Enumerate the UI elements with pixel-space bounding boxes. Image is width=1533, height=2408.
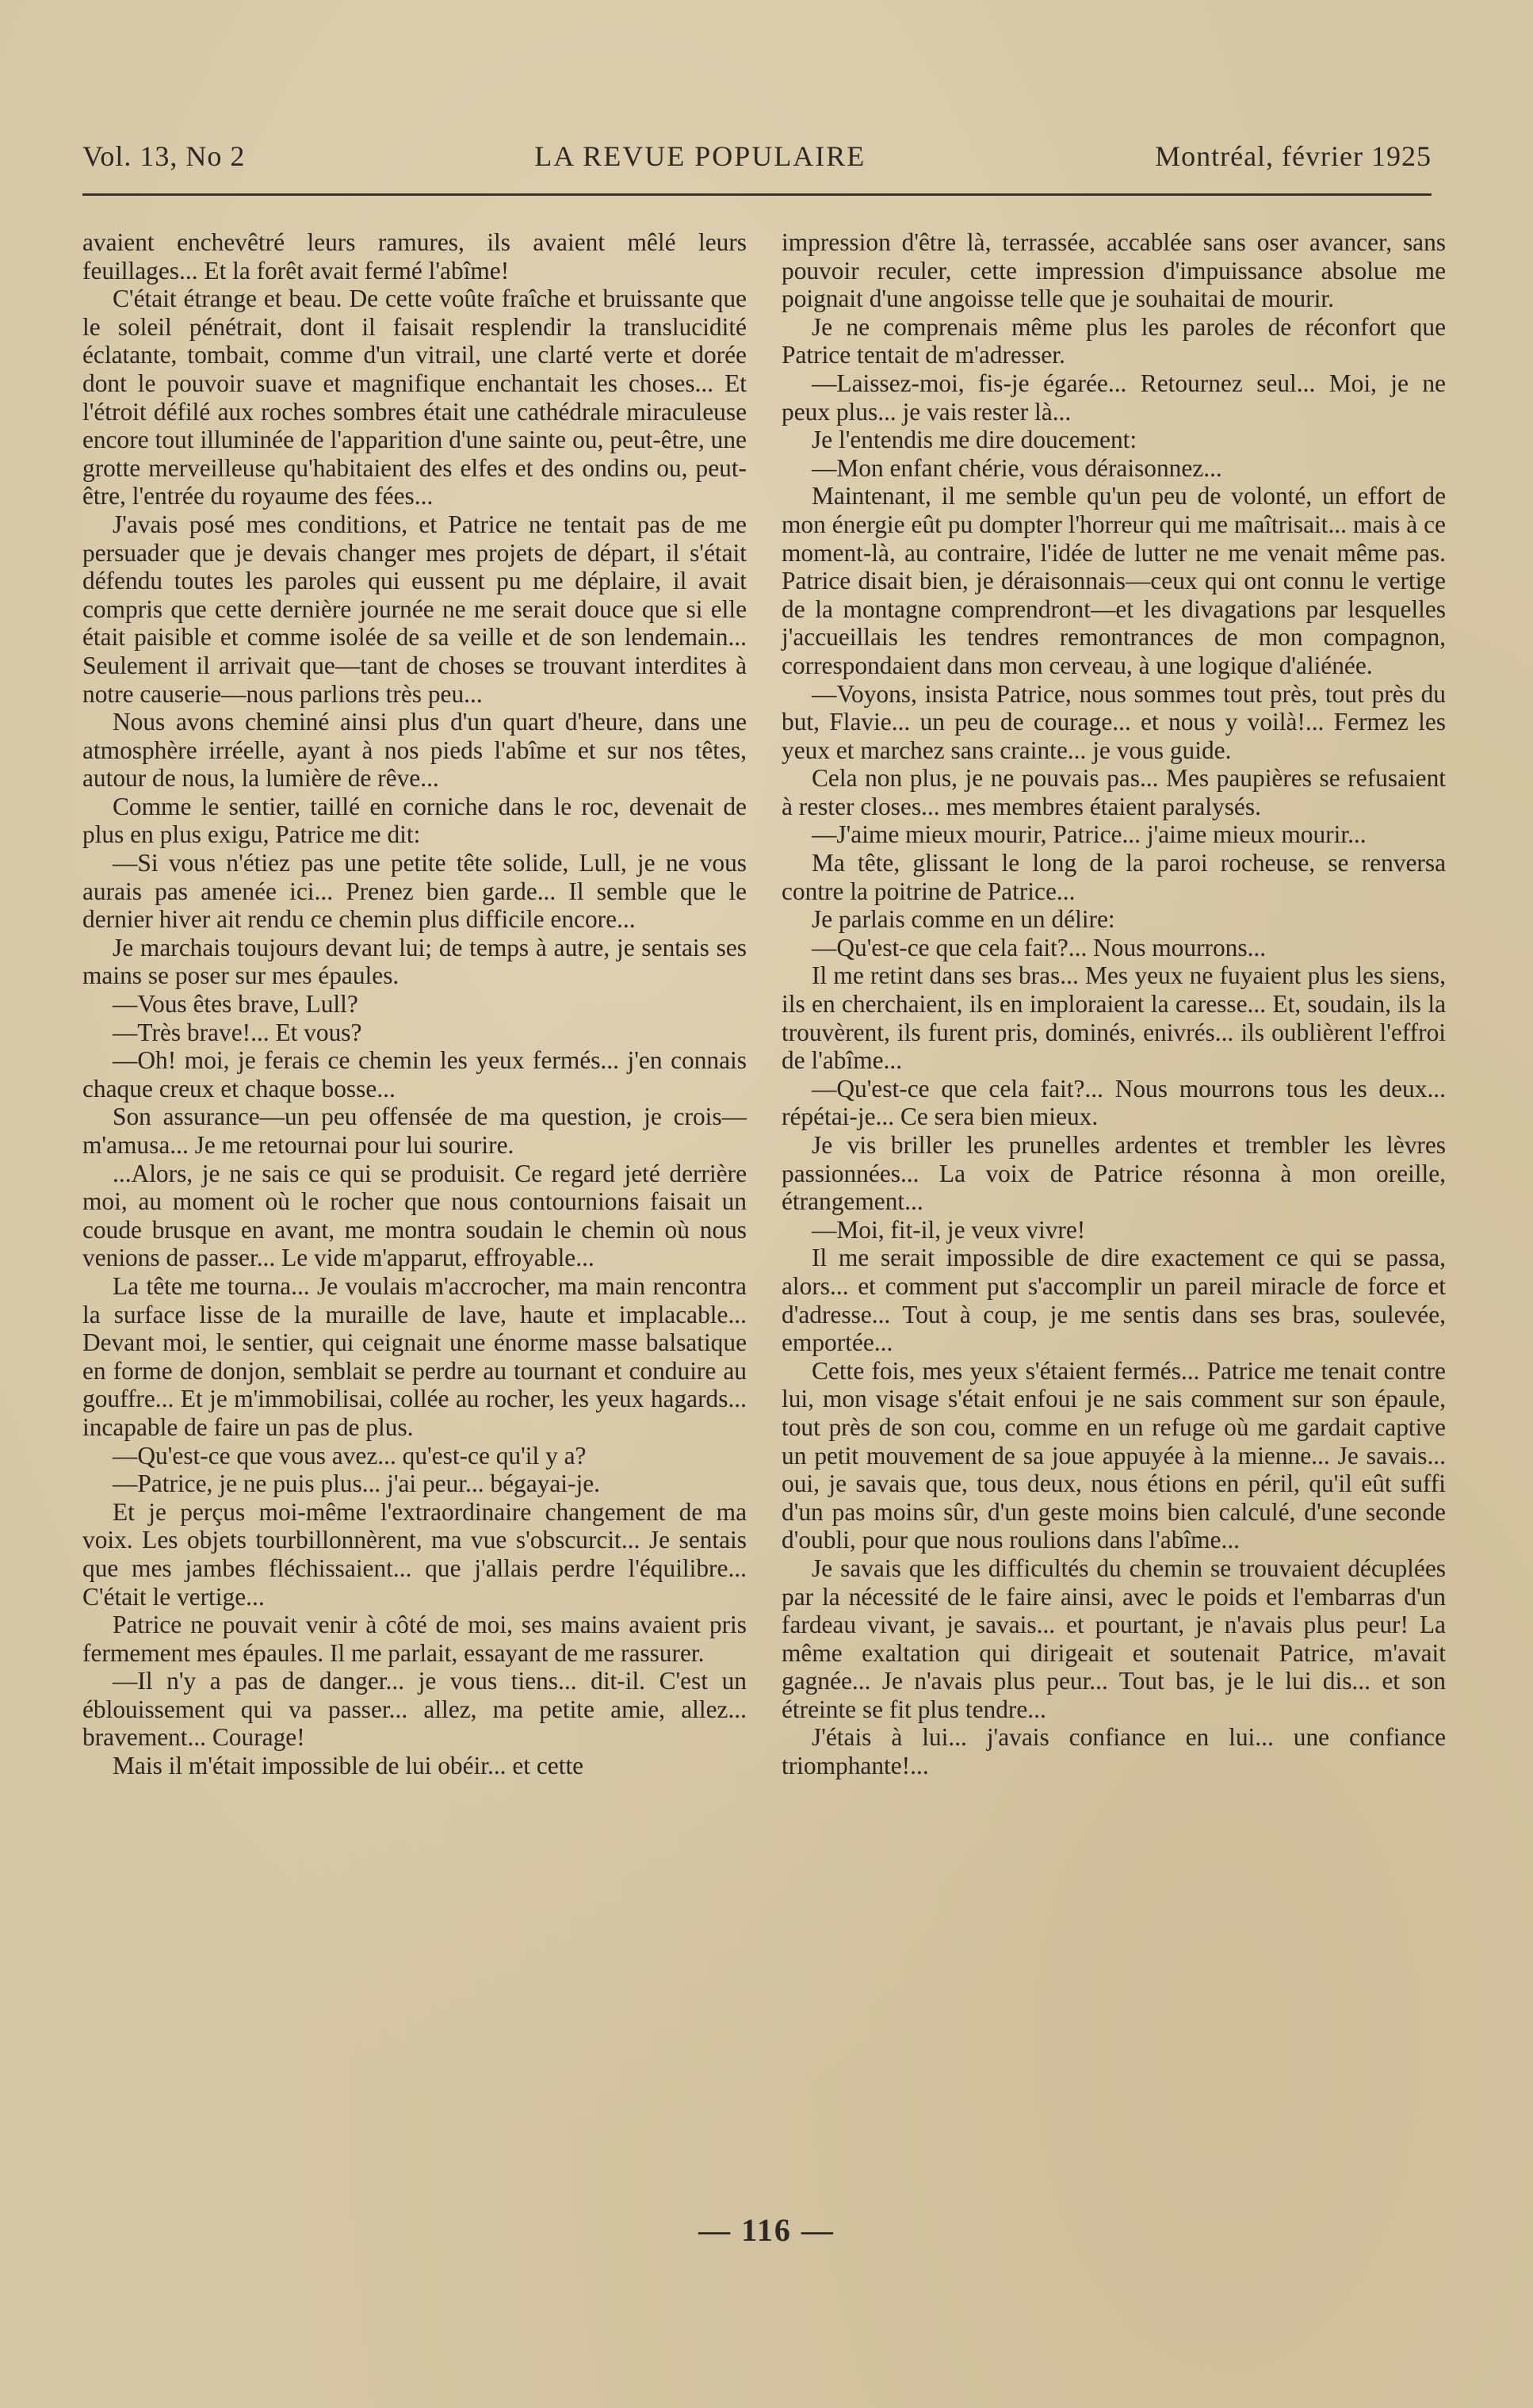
- paragraph: Je ne comprenais même plus les paroles de réconfort que Patrice tentait de m'adresser.: [782, 312, 1446, 369]
- paragraph: Cela non plus, je ne pouvais pas... Mes paupières se refusaient à rester closes... mes membres étaient paralysés.: [782, 764, 1446, 820]
- paragraph: La tête me tourna... Je voulais m'accrocher, ma main rencontra la surface lisse de la muraille de lave, haute et implacable... Devant moi, le sentier, qui ceignait une énorme masse balsatique en forme de donjon, semblait se perdre au tournant et conduire au gouffre... Et je m'immobilisai, collée au rocher, les yeux hagards... incapable de faire un pas de plus.: [82, 1271, 747, 1441]
- paragraph: J'étais à lui... j'avais confiance en lui... une confiance triomphante!...: [782, 1723, 1446, 1780]
- page-number: — 116 —: [698, 2212, 835, 2248]
- paragraph: —Qu'est-ce que cela fait?... Nous mourrons...: [812, 933, 1267, 961]
- place-date: Montréal, février 1925: [1155, 140, 1432, 172]
- paragraph: —Oh! moi, je ferais ce chemin les yeux fermés... j'en connais chaque creux et chaque bosse...: [82, 1046, 747, 1103]
- paragraph: —Patrice, je ne puis plus... j'ai peur... bégayai-je.: [113, 1470, 600, 1498]
- paragraph: Je vis briller les prunelles ardentes et trembler les lèvres passionnées... La voix de Patrice résonna à mon oreille, étrangement...: [782, 1131, 1446, 1216]
- paragraph: —Si vous n'étiez pas une petite tête solide, Lull, je ne vous aurais pas amenée ici... Prenez bien garde... Il semble que le dernier hiver ait rendu ce chemin plus difficile encore...: [82, 849, 747, 934]
- volume-number: Vol. 13, No 2: [82, 140, 246, 172]
- paragraph: ...Alors, je ne sais ce qui se produisit. Ce regard jeté derrière moi, au moment où le rocher que nous contournions faisait un coude brusque en avant, me montra soudain le chemin où nous venions de passer... Le vide m'apparut, effroyable...: [82, 1159, 747, 1272]
- paragraph: Je parlais comme en un délire:: [812, 905, 1115, 934]
- paragraph: Mais il m'était impossible de lui obéir... et cette: [113, 1752, 584, 1780]
- paragraph: —Mon enfant chérie, vous déraisonnez...: [812, 453, 1222, 482]
- paragraph: Il me serait impossible de dire exactement ce qui se passa, alors... et comment put s'accomplir un pareil miracle de force et d'adresse... Tout à coup, je me sentis dans ses bras, soulevée, emportée...: [782, 1244, 1446, 1357]
- paragraph: Cette fois, mes yeux s'étaient fermés... Patrice me tenait contre lui, mon visage s'était enfoui je ne sais comment sur son épaule, tout près de son cou, comme en un refuge où me gardait captive un petit mouvement de sa joue appuyée à la mienne... Je savais... oui, je savais que, tous deux, nous étions en péril, qu'il eût suffi d'un pas moins sûr, d'un geste moins bien calculé, d'une seconde d'oubli, pour que nous roulions dans l'abîme...: [782, 1356, 1446, 1554]
- paragraph: Maintenant, il me semble qu'un peu de volonté, un effort de mon énergie eût pu dompter l'horreur qui me maîtrisait... mais à ce moment-là, au contraire, l'idée de lutter ne me venait même pas. Patrice disait bien, je déraisonnais—ceux qui ont connu le vertige de la montagne comprendront—et les divagations par lesquelles j'accueillais les tendres remontrances de mon compagnon, correspondaient dans mon cerveau, à une logique d'aliénée.: [782, 482, 1446, 679]
- paragraph: —Qu'est-ce que cela fait?... Nous mourrons tous les deux... répétai-je... Ce sera bien mieux.: [782, 1074, 1446, 1131]
- paragraph: Ma tête, glissant le long de la paroi rocheuse, se renversa contre la poitrine de Patrice...: [782, 849, 1446, 905]
- paragraph: Et je perçus moi-même l'extraordinaire changement de ma voix. Les objets tourbillonnèrent, ma vue s'obscurcit... Je sentais que mes jambes fléchissaient... que j'allais perdre l'équilibre... C'était le vertige...: [82, 1497, 747, 1611]
- paragraph: impression d'être là, terrassée, accablée sans oser avancer, sans pouvoir reculer, cette impression d'impuissance absolue me poignait d'une angoisse telle que je souhaitai de mourir.: [782, 228, 1446, 313]
- left-column: [82, 228, 747, 1780]
- paragraph: Je l'entendis me dire doucement:: [812, 426, 1137, 454]
- paragraph: Patrice ne pouvait venir à côté de moi, ses mains avaient pris fermement mes épaules. Il me parlait, essayant de me rassurer.: [82, 1611, 747, 1667]
- paragraph: J'avais posé mes conditions, et Patrice ne tentait pas de me persuader que je devais changer mes projets de départ, il s'était défendu toutes les paroles qui eussent pu me déplaire, il avait compris que cette dernière journée ne me serait douce que si elle était paisible et comme isolée de sa veille et de son lendemain... Seulement il arrivait que—tant de choses se trouvant interdites à notre causerie—nous parlions très peu...: [82, 510, 747, 708]
- paragraph: avaient enchevêtré leurs ramures, ils avaient mêlé leurs feuillages... Et la forêt avait fermé l'abîme!: [82, 228, 747, 285]
- paragraph: Il me retint dans ses bras... Mes yeux ne fuyaient plus les siens, ils en cherchaient, ils en imploraient la caresse... Et, soudain, ils la trouvèrent, ils furent pris, dominés, enivrés... ils oublièrent l'effroi de l'abîme...: [782, 961, 1446, 1075]
- publication-title: LA REVUE POPULAIRE: [534, 140, 866, 172]
- paragraph: Son assurance—un peu offensée de ma question, je crois—m'amusa... Je me retournai pour lui sourire.: [82, 1103, 747, 1159]
- paragraph: Nous avons cheminé ainsi plus d'un quart d'heure, dans une atmosphère irréelle, ayant à nos pieds l'abîme et sur nos têtes, autour de nous, la lumière de rêve...: [82, 708, 747, 793]
- paragraph: —Voyons, insista Patrice, nous sommes tout près, tout près du but, Flavie... un peu de courage... et nous y voilà!... Fermez les yeux et marchez sans crainte... je vous guide.: [782, 679, 1446, 764]
- paragraph: Comme le sentier, taillé en corniche dans le roc, devenait de plus en plus exigu, Patrice me dit:: [82, 792, 747, 849]
- paragraph: —Très brave!... Et vous?: [113, 1018, 362, 1046]
- right-column: [782, 228, 1446, 1780]
- paragraph: —Il n'y a pas de danger... je vous tiens... dit-il. C'est un éblouissement qui va passer... allez, ma petite amie, allez... bravement... Courage!: [82, 1667, 747, 1752]
- paragraph: —Vous êtes brave, Lull?: [113, 990, 358, 1019]
- paragraph: —J'aime mieux mourir, Patrice... j'aime mieux mourir...: [812, 820, 1367, 849]
- paragraph: Je marchais toujours devant lui; de temps à autre, je sentais ses mains se poser sur mes épaules.: [82, 933, 747, 990]
- header-rule: [82, 193, 1432, 196]
- paragraph: C'était étrange et beau. De cette voûte fraîche et bruissante que le soleil pénétrait, dont il faisait resplendir la translucidité éclatante, tombait, comme d'un vitrail, une clarté verte et dorée dont le pouvoir suave et magnifique enchantait les choses... Et l'étroit défilé aux roches sombres était une cathédrale miraculeuse encore tout illuminée de l'apparition d'une sainte ou, peut-être, une grotte merveilleuse qu'habitaient des elfes et des ondins ou, peut-être, l'entrée du royaume des fées...: [82, 285, 747, 510]
- paragraph: —Moi, fit-il, je veux vivre!: [812, 1215, 1086, 1244]
- paragraph: —Laissez-moi, fis-je égarée... Retournez seul... Moi, je ne peux plus... je vais rester là...: [782, 369, 1446, 426]
- running-header: [82, 140, 1432, 187]
- paragraph: —Qu'est-ce que vous avez... qu'est-ce qu'il y a?: [113, 1441, 587, 1470]
- paragraph: Je savais que les difficultés du chemin se trouvaient décuplées par la nécessité de le faire ainsi, avec le poids et l'embarras d'un fardeau vivant, je savais... et pourtant, je n'avais plus peur! La même exaltation qui dirigeait et soutenait Patrice, m'avait gagnée... Je n'avais plus peur... Tout bas, je le lui dis... et son étreinte se fit plus tendre...: [782, 1554, 1446, 1723]
